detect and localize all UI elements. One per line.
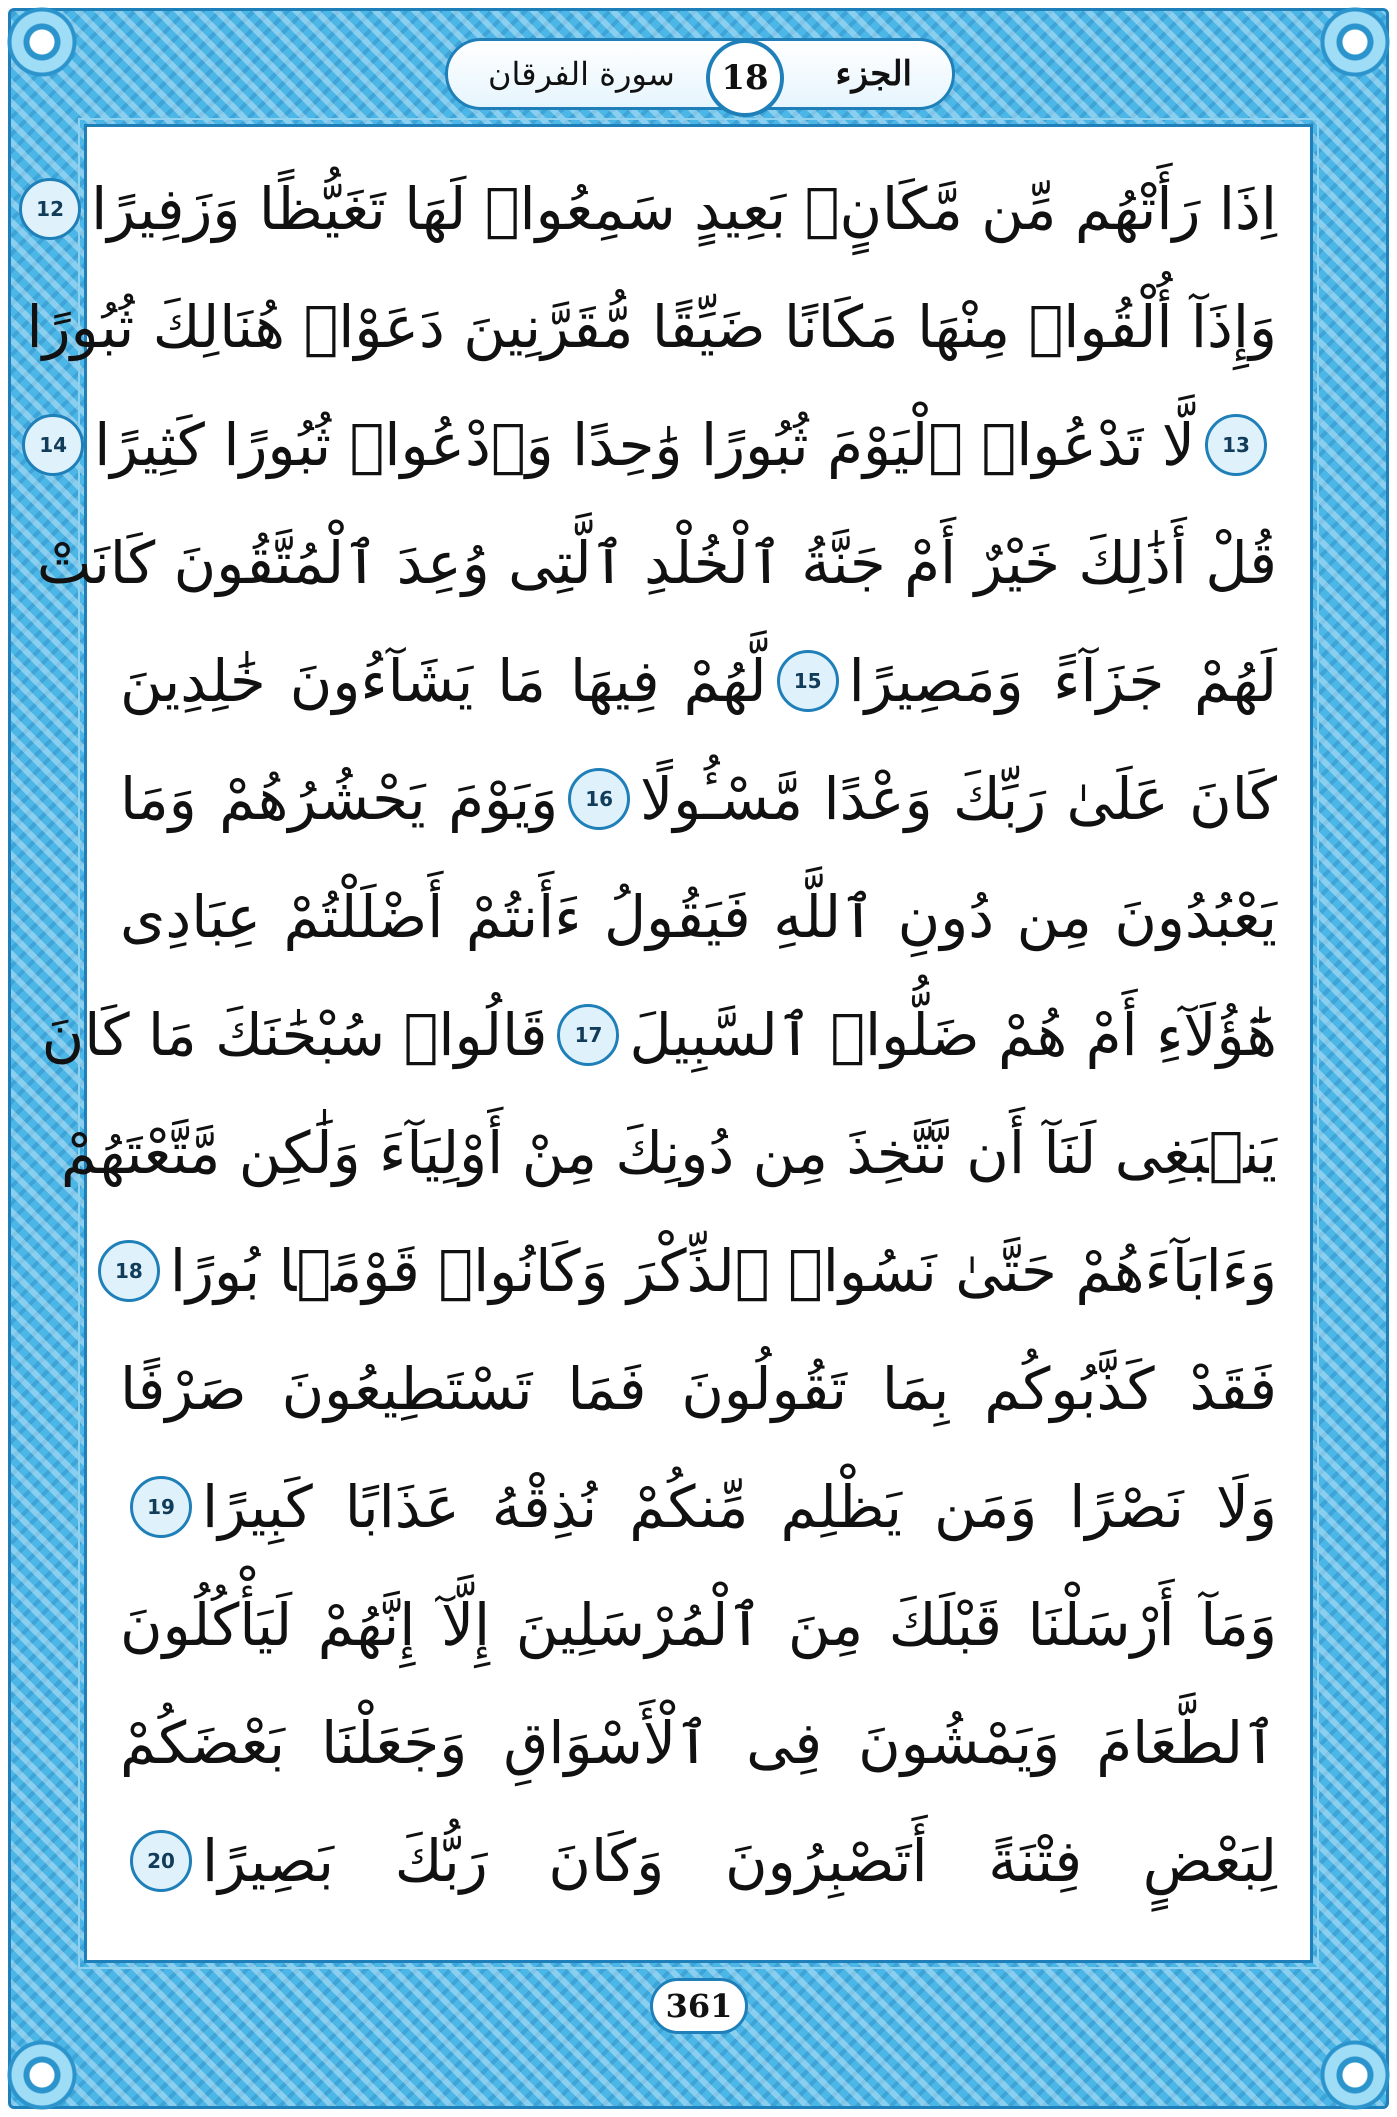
verse-number-marker: 20	[130, 1830, 192, 1892]
corner-ornament-top-left	[7, 7, 77, 77]
text-line-3	[39, 386, 1277, 504]
text-segment: اِذَا رَأَتْهُم مِّن مَّكَانٍۭ بَعِيدٍ سَمِعُوا۟ لَهَا تَغَيُّظًا وَزَفِيرًا	[91, 175, 1277, 243]
verse-number-marker: 12	[19, 178, 81, 240]
text-segment: قَالُوا۟ سُبْحَٰنَكَ مَا كَانَ	[41, 1001, 548, 1069]
verse-number-marker: 16	[568, 768, 630, 830]
text-segment: وَءَابَآءَهُمْ حَتَّىٰ نَسُوا۟ ٱلذِّكْرَ وَكَانُوا۟ قَوْمًۢا بُورًا	[169, 1237, 1277, 1305]
text-line-14	[120, 1684, 1277, 1802]
text-segment: كَانَ عَلَىٰ رَبِّكَ وَعْدًا مَّسْـُٔولًا	[640, 765, 1277, 833]
verse-number-marker: 15	[777, 650, 839, 712]
verse-number-marker: 14	[22, 414, 84, 476]
text-segment: قُلْ أَذَٰلِكَ خَيْرٌ أَمْ جَنَّةُ ٱلْخُلْدِ ٱلَّتِى وُعِدَ ٱلْمُتَّقُونَ كَانَتْ	[36, 529, 1277, 597]
corner-ornament-top-right	[1320, 7, 1390, 77]
page-header	[445, 38, 955, 110]
text-segment: يَنۢبَغِى لَنَآ أَن نَّتَّخِذَ مِن دُونِكَ مِنْ أَوْلِيَآءَ وَلَٰكِن مَّتَّعْتَهُمْ	[60, 1119, 1277, 1187]
text-segment: وَإِذَآ أُلْقُوا۟ مِنْهَا مَكَانًا ضَيِّقًا مُّقَرَّنِينَ دَعَوْا۟ هُنَالِكَ ثُبُورًا	[26, 293, 1277, 361]
text-line-2	[26, 268, 1277, 386]
juz-number-badge: 18	[706, 39, 784, 117]
surah-title: سورة الفرقان	[488, 55, 675, 93]
text-line-12	[120, 1448, 1277, 1566]
text-segment: لَهُمْ جَزَآءً وَمَصِيرًا	[848, 647, 1277, 715]
text-line-10	[115, 1212, 1277, 1330]
text-segment: لَّهُمْ فِيهَا مَا يَشَآءُونَ خَٰلِدِينَ	[119, 647, 767, 715]
text-segment: وَيَوْمَ يَحْشُرُهُمْ وَمَا	[120, 765, 559, 833]
text-segment: لِبَعْضٍ فِتْنَةً أَتَصْبِرُونَ وَكَانَ رَبُّكَ بَصِيرًا	[202, 1827, 1277, 1895]
text-segment: فَقَدْ كَذَّبُوكُم بِمَا تَقُولُونَ فَمَا تَسْتَطِيعُونَ صَرْفًا	[120, 1355, 1277, 1423]
verse-number-marker: 18	[98, 1240, 160, 1302]
text-line-4	[36, 504, 1277, 622]
page-number: 361	[650, 1978, 748, 2034]
juz-label: الجزء	[835, 54, 912, 94]
text-segment: لَّا تَدْعُوا۟ ٱلْيَوْمَ ثُبُورًا وَٰحِدًا وَٱدْعُوا۟ ثُبُورًا كَثِيرًا	[94, 411, 1195, 479]
text-line-7	[120, 858, 1277, 976]
verse-number-marker: 13	[1205, 414, 1267, 476]
text-segment: ٱلطَّعَامَ وَيَمْشُونَ فِى ٱلْأَسْوَاقِ وَجَعَلْنَا بَعْضَكُمْ	[120, 1709, 1277, 1777]
verse-number-marker: 19	[130, 1476, 192, 1538]
text-line-5	[120, 622, 1277, 740]
text-line-15	[120, 1802, 1277, 1920]
text-line-9	[60, 1094, 1277, 1212]
corner-ornament-bottom-right	[1320, 2040, 1390, 2110]
text-segment: وَلَا نَصْرًا وَمَن يَظْلِم مِّنكُمْ نُذِقْهُ عَذَابًا كَبِيرًا	[202, 1473, 1277, 1541]
text-line-11	[120, 1330, 1277, 1448]
text-line-13	[120, 1566, 1277, 1684]
text-segment: وَمَآ أَرْسَلْنَا قَبْلَكَ مِنَ ٱلْمُرْسَلِينَ إِلَّآ إِنَّهُمْ لَيَأْكُلُونَ	[120, 1591, 1277, 1659]
verse-number-marker: 17	[557, 1004, 619, 1066]
quran-text	[26, 150, 1277, 1940]
text-line-8	[41, 976, 1277, 1094]
corner-ornament-bottom-left	[7, 2040, 77, 2110]
text-segment: هَٰٓؤُلَآءِ أَمْ هُمْ ضَلُّوا۟ ٱلسَّبِيلَ	[629, 1001, 1277, 1069]
text-line-6	[120, 740, 1277, 858]
text-line-1	[36, 150, 1277, 268]
text-segment: يَعْبُدُونَ مِن دُونِ ٱللَّهِ فَيَقُولُ ءَأَنتُمْ أَضْلَلْتُمْ عِبَادِى	[120, 883, 1277, 951]
